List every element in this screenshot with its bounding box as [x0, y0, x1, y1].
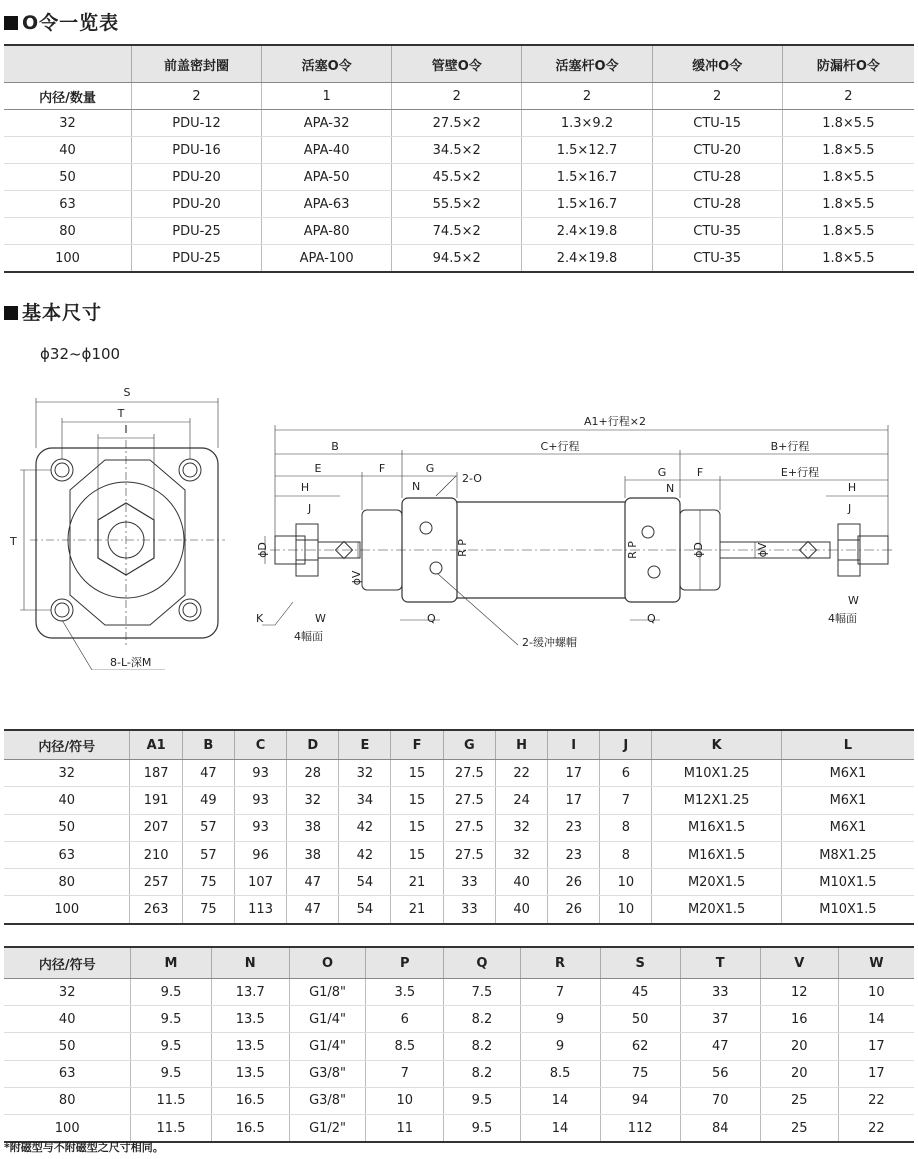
- table-cell: 45: [600, 979, 680, 1006]
- table-cell: M12X1.25: [652, 787, 781, 814]
- column-header: J: [600, 730, 652, 760]
- table-cell: 84: [680, 1114, 760, 1142]
- table-cell: 15: [391, 760, 443, 787]
- table-cell: APA-32: [262, 110, 392, 137]
- table-cell: 94.5×2: [392, 245, 522, 273]
- table-cell: 47: [287, 869, 339, 896]
- table-cell: APA-63: [262, 191, 392, 218]
- table-cell: 27.5: [443, 841, 495, 868]
- table-cell: 26: [548, 869, 600, 896]
- front-view: [20, 398, 225, 670]
- dim-label-h: H: [300, 481, 310, 494]
- table-cell: 25: [760, 1087, 838, 1114]
- table-cell: 32: [496, 841, 548, 868]
- column-header: 内径/符号: [4, 947, 131, 979]
- table-cell: 6: [600, 760, 652, 787]
- table-cell: 1.8×5.5: [782, 110, 914, 137]
- table-cell: 27.5: [443, 787, 495, 814]
- table-cell: 1.8×5.5: [782, 218, 914, 245]
- column-header: D: [287, 730, 339, 760]
- table-cell: 9.5: [131, 1006, 211, 1033]
- table-cell: PDU-12: [132, 110, 262, 137]
- table-cell: APA-40: [262, 137, 392, 164]
- column-header: L: [781, 730, 914, 760]
- table-cell: 21: [391, 869, 443, 896]
- dim-label-g: G: [425, 462, 435, 475]
- table-cell: 40: [4, 787, 130, 814]
- table-cell: 1.8×5.5: [782, 137, 914, 164]
- table-cell: 32: [4, 110, 132, 137]
- table-cell: 42: [339, 814, 391, 841]
- dim-label-q2: Q: [647, 612, 656, 625]
- table-cell: 50: [600, 1006, 680, 1033]
- column-header: I: [548, 730, 600, 760]
- column-header: [4, 45, 132, 83]
- table-cell: 25: [760, 1114, 838, 1142]
- bore-range-label: ϕ32~ϕ100: [40, 345, 121, 363]
- square-bullet-icon: [4, 306, 18, 320]
- table-cell: 63: [4, 1060, 131, 1087]
- table-cell: 15: [391, 787, 443, 814]
- column-header: A1: [130, 730, 182, 760]
- table-cell: 8.2: [444, 1006, 520, 1033]
- table-cell: 20: [760, 1060, 838, 1087]
- table-cell: 2: [522, 83, 652, 110]
- table-cell: 2: [652, 83, 782, 110]
- table-cell: 47: [680, 1033, 760, 1060]
- table-cell: PDU-20: [132, 191, 262, 218]
- table-cell: 2.4×19.8: [522, 218, 652, 245]
- dim-label-t-side: T: [10, 535, 17, 548]
- table-cell: 14: [520, 1114, 600, 1142]
- table-row: [4, 979, 914, 1006]
- table-cell: 9: [520, 1006, 600, 1033]
- table-cell: 100: [4, 245, 132, 273]
- table-row: [4, 896, 914, 924]
- table-cell: 80: [4, 218, 132, 245]
- table-cell: 33: [680, 979, 760, 1006]
- table-cell: CTU-35: [652, 245, 782, 273]
- table-cell: CTU-28: [652, 191, 782, 218]
- section-title-text: O令一览表: [22, 12, 120, 34]
- table-cell: 54: [339, 869, 391, 896]
- table-cell: 13.5: [211, 1033, 289, 1060]
- dim-label-a1: A1+行程×2: [584, 415, 646, 428]
- table-cell: 6: [366, 1006, 444, 1033]
- table-row: [4, 1006, 914, 1033]
- table-cell: PDU-20: [132, 164, 262, 191]
- column-header: S: [600, 947, 680, 979]
- table-cell: 9.5: [131, 1033, 211, 1060]
- table-cell: 50: [4, 814, 130, 841]
- dimension-table-a: [4, 729, 914, 925]
- faces-label: 4幅面: [294, 630, 323, 643]
- table-row: [4, 110, 914, 137]
- table-cell: 70: [680, 1087, 760, 1114]
- table-cell: 28: [287, 760, 339, 787]
- table-cell: 33: [443, 869, 495, 896]
- table-cell: 32: [287, 787, 339, 814]
- table-cell: 56: [680, 1060, 760, 1087]
- dim-label-w: W: [315, 612, 326, 625]
- table-row: [4, 1060, 914, 1087]
- column-header: Q: [444, 947, 520, 979]
- dim-label-e-stroke: E+行程: [780, 466, 820, 479]
- table-cell: 57: [182, 841, 234, 868]
- table-row: [4, 1114, 914, 1142]
- table-cell: 2: [392, 83, 522, 110]
- column-header: G: [443, 730, 495, 760]
- table-cell: CTU-15: [652, 110, 782, 137]
- table-cell: 8: [600, 814, 652, 841]
- table-cell: CTU-28: [652, 164, 782, 191]
- table-cell: 55.5×2: [392, 191, 522, 218]
- table-cell: M10X1.5: [781, 896, 914, 924]
- table-cell: 57: [182, 814, 234, 841]
- table-cell: 32: [4, 979, 131, 1006]
- table-cell: 10: [600, 869, 652, 896]
- table-cell: 8.5: [366, 1033, 444, 1060]
- table-cell: 1.8×5.5: [782, 191, 914, 218]
- side-view: [262, 425, 895, 645]
- table-cell: 40: [4, 1006, 131, 1033]
- table-cell: 22: [496, 760, 548, 787]
- table-cell: M20X1.5: [652, 869, 781, 896]
- table-cell: G1/4": [289, 1033, 365, 1060]
- table-cell: 96: [234, 841, 286, 868]
- table-cell: 38: [287, 814, 339, 841]
- table-cell: 13.5: [211, 1006, 289, 1033]
- table-cell: G3/8": [289, 1087, 365, 1114]
- quantity-row: [4, 83, 914, 110]
- table-cell: 47: [287, 896, 339, 924]
- table-cell: PDU-25: [132, 218, 262, 245]
- dim-label-o: 2-O: [462, 472, 482, 485]
- dim-label-i: I: [124, 423, 128, 436]
- table-cell: 17: [838, 1060, 914, 1087]
- table-cell: 27.5: [443, 760, 495, 787]
- table-row: [4, 869, 914, 896]
- table-cell: 1.5×12.7: [522, 137, 652, 164]
- dim-label-f2: F: [696, 466, 704, 479]
- table-cell: 7: [520, 979, 600, 1006]
- table-cell: 26: [548, 896, 600, 924]
- table-cell: M20X1.5: [652, 896, 781, 924]
- table-cell: 80: [4, 1087, 131, 1114]
- table-cell: 内径/数量: [4, 83, 132, 110]
- table-cell: M16X1.5: [652, 814, 781, 841]
- dim-label-v2: ϕV: [756, 542, 769, 558]
- table-cell: G1/4": [289, 1006, 365, 1033]
- column-header: 活塞O令: [262, 45, 392, 83]
- section-title-dimensions: [4, 298, 102, 325]
- table-row: [4, 1033, 914, 1060]
- column-header: E: [339, 730, 391, 760]
- table-cell: 8.5: [520, 1060, 600, 1087]
- table-cell: 191: [130, 787, 182, 814]
- table-cell: 63: [4, 191, 132, 218]
- column-header: C: [234, 730, 286, 760]
- table-cell: 16.5: [211, 1114, 289, 1142]
- table-cell: 1: [262, 83, 392, 110]
- column-header: N: [211, 947, 289, 979]
- section-title-text: 基本尺寸: [22, 302, 103, 324]
- table-cell: M6X1: [781, 787, 914, 814]
- table-cell: 93: [234, 814, 286, 841]
- table-cell: 16.5: [211, 1087, 289, 1114]
- table-cell: 27.5: [443, 814, 495, 841]
- dim-label-b-stroke: B+行程: [770, 440, 810, 453]
- table-row: [4, 191, 914, 218]
- dim-label-k: K: [256, 612, 264, 625]
- table-cell: M10X1.25: [652, 760, 781, 787]
- column-header: T: [680, 947, 760, 979]
- table-cell: 40: [496, 896, 548, 924]
- dim-label-rp: R P: [456, 539, 469, 557]
- table-cell: 15: [391, 814, 443, 841]
- table-cell: M16X1.5: [652, 841, 781, 868]
- table-cell: CTU-35: [652, 218, 782, 245]
- table-cell: 94: [600, 1087, 680, 1114]
- cushion-label: 2-缓冲螺帽: [522, 636, 577, 649]
- table-cell: 2: [782, 83, 914, 110]
- table-cell: G1/8": [289, 979, 365, 1006]
- table-cell: 100: [4, 896, 130, 924]
- table-cell: 23: [548, 841, 600, 868]
- column-header: B: [182, 730, 234, 760]
- table-cell: 45.5×2: [392, 164, 522, 191]
- table-cell: 112: [600, 1114, 680, 1142]
- table-row: [4, 218, 914, 245]
- dim-label-d2: ϕD: [692, 542, 705, 558]
- dim-label-n2: N: [666, 482, 675, 495]
- table-cell: 7: [600, 787, 652, 814]
- dim-label-b: B: [331, 440, 339, 453]
- footnote: *附磁型与不附磁型之尺寸相同。: [4, 1141, 164, 1154]
- table-cell: 1.8×5.5: [782, 245, 914, 273]
- table-cell: 9.5: [131, 979, 211, 1006]
- table-cell: 17: [548, 760, 600, 787]
- table-cell: 7: [366, 1060, 444, 1087]
- table-cell: 1.5×16.7: [522, 191, 652, 218]
- table-cell: 74.5×2: [392, 218, 522, 245]
- table-cell: 107: [234, 869, 286, 896]
- table-cell: 21: [391, 896, 443, 924]
- column-header: 管壁O令: [392, 45, 522, 83]
- table-cell: 38: [287, 841, 339, 868]
- table-row: [4, 137, 914, 164]
- column-header: R: [520, 947, 600, 979]
- table-cell: 80: [4, 869, 130, 896]
- table-cell: 17: [838, 1033, 914, 1060]
- table-cell: 13.7: [211, 979, 289, 1006]
- table-cell: APA-100: [262, 245, 392, 273]
- table-cell: 93: [234, 787, 286, 814]
- column-header: 前盖密封圈: [132, 45, 262, 83]
- table-row: [4, 841, 914, 868]
- table-cell: 8.2: [444, 1033, 520, 1060]
- table-cell: 7.5: [444, 979, 520, 1006]
- table-cell: 75: [182, 896, 234, 924]
- section-title-oring: [4, 8, 119, 35]
- table-cell: 16: [760, 1006, 838, 1033]
- table-cell: M6X1: [781, 760, 914, 787]
- table-cell: 40: [496, 869, 548, 896]
- dim-label-t: T: [117, 407, 125, 420]
- table-cell: 187: [130, 760, 182, 787]
- table-cell: 11.5: [131, 1087, 211, 1114]
- square-bullet-icon: [4, 16, 18, 30]
- table-cell: 10: [838, 979, 914, 1006]
- dim-label-c: C+行程: [540, 440, 580, 453]
- table-cell: 10: [600, 896, 652, 924]
- table-cell: 257: [130, 869, 182, 896]
- table-cell: 113: [234, 896, 286, 924]
- faces-label-2: 4幅面: [828, 612, 857, 625]
- table-cell: 100: [4, 1114, 131, 1142]
- table-cell: APA-80: [262, 218, 392, 245]
- hole-note: 8-L-深M: [110, 656, 152, 669]
- table-cell: 54: [339, 896, 391, 924]
- table-cell: 9.5: [444, 1114, 520, 1142]
- table-cell: CTU-20: [652, 137, 782, 164]
- table-cell: 50: [4, 164, 132, 191]
- table-cell: 8.2: [444, 1060, 520, 1087]
- table-cell: 22: [838, 1114, 914, 1142]
- table-cell: 13.5: [211, 1060, 289, 1087]
- table-cell: 14: [838, 1006, 914, 1033]
- table-cell: 24: [496, 787, 548, 814]
- dim-label-j2: J: [848, 502, 852, 515]
- table-cell: 32: [339, 760, 391, 787]
- table-cell: 1.5×16.7: [522, 164, 652, 191]
- table-cell: 1.3×9.2: [522, 110, 652, 137]
- table-cell: 210: [130, 841, 182, 868]
- table-cell: 50: [4, 1033, 131, 1060]
- dim-label-h2: H: [847, 481, 857, 494]
- dim-label-d: ϕD: [256, 542, 269, 558]
- column-header: F: [391, 730, 443, 760]
- column-header: W: [838, 947, 914, 979]
- table-cell: 15: [391, 841, 443, 868]
- column-header: O: [289, 947, 365, 979]
- cylinder-drawing: [0, 370, 918, 670]
- table-cell: 14: [520, 1087, 600, 1114]
- column-header: K: [652, 730, 781, 760]
- table-cell: APA-50: [262, 164, 392, 191]
- dim-label-q: Q: [427, 612, 436, 625]
- table-cell: 1.8×5.5: [782, 164, 914, 191]
- table-cell: 49: [182, 787, 234, 814]
- table-cell: 32: [496, 814, 548, 841]
- oring-table: [4, 44, 914, 273]
- table-cell: 2.4×19.8: [522, 245, 652, 273]
- dim-label-s: S: [123, 386, 131, 399]
- dim-label-n: N: [412, 480, 421, 493]
- table-cell: 27.5×2: [392, 110, 522, 137]
- column-header: M: [131, 947, 211, 979]
- table-cell: 34: [339, 787, 391, 814]
- column-header: H: [496, 730, 548, 760]
- table-cell: 11: [366, 1114, 444, 1142]
- table-cell: 75: [182, 869, 234, 896]
- table-cell: 9: [520, 1033, 600, 1060]
- table-cell: 17: [548, 787, 600, 814]
- table-cell: 63: [4, 841, 130, 868]
- dim-label-e: E: [314, 462, 322, 475]
- table-cell: 10: [366, 1087, 444, 1114]
- column-header: 缓冲O令: [652, 45, 782, 83]
- table-cell: M10X1.5: [781, 869, 914, 896]
- table-cell: 32: [4, 760, 130, 787]
- dim-label-rp2: R P: [626, 541, 639, 559]
- column-header: P: [366, 947, 444, 979]
- table-cell: 20: [760, 1033, 838, 1060]
- table-cell: 9.5: [444, 1087, 520, 1114]
- table-row: [4, 760, 914, 787]
- table-cell: 22: [838, 1087, 914, 1114]
- table-cell: 8: [600, 841, 652, 868]
- dim-label-g2: G: [657, 466, 667, 479]
- dim-label-w2: W: [848, 594, 859, 607]
- table-cell: 2: [132, 83, 262, 110]
- table-cell: G3/8": [289, 1060, 365, 1087]
- table-row: [4, 1087, 914, 1114]
- column-header: V: [760, 947, 838, 979]
- table-row: [4, 164, 914, 191]
- table-cell: 34.5×2: [392, 137, 522, 164]
- table-cell: 9.5: [131, 1060, 211, 1087]
- table-row: [4, 787, 914, 814]
- table-cell: 93: [234, 760, 286, 787]
- table-cell: 37: [680, 1006, 760, 1033]
- table-cell: 11.5: [131, 1114, 211, 1142]
- table-cell: 3.5: [366, 979, 444, 1006]
- table-cell: 75: [600, 1060, 680, 1087]
- dimension-table-b: [4, 946, 914, 1143]
- table-cell: PDU-25: [132, 245, 262, 273]
- table-row: [4, 245, 914, 273]
- table-cell: 62: [600, 1033, 680, 1060]
- column-header: 内径/符号: [4, 730, 130, 760]
- table-cell: 12: [760, 979, 838, 1006]
- table-cell: 42: [339, 841, 391, 868]
- dim-label-v: ϕV: [350, 570, 363, 586]
- table-cell: G1/2": [289, 1114, 365, 1142]
- table-cell: 23: [548, 814, 600, 841]
- column-header: 活塞杆O令: [522, 45, 652, 83]
- table-cell: 47: [182, 760, 234, 787]
- column-header: 防漏杆O令: [782, 45, 914, 83]
- table-cell: 263: [130, 896, 182, 924]
- dim-label-j: J: [308, 502, 312, 515]
- table-cell: 207: [130, 814, 182, 841]
- table-cell: M6X1: [781, 814, 914, 841]
- table-cell: PDU-16: [132, 137, 262, 164]
- table-row: [4, 814, 914, 841]
- dim-label-f: F: [378, 462, 386, 475]
- table-cell: M8X1.25: [781, 841, 914, 868]
- table-cell: 33: [443, 896, 495, 924]
- table-cell: 40: [4, 137, 132, 164]
